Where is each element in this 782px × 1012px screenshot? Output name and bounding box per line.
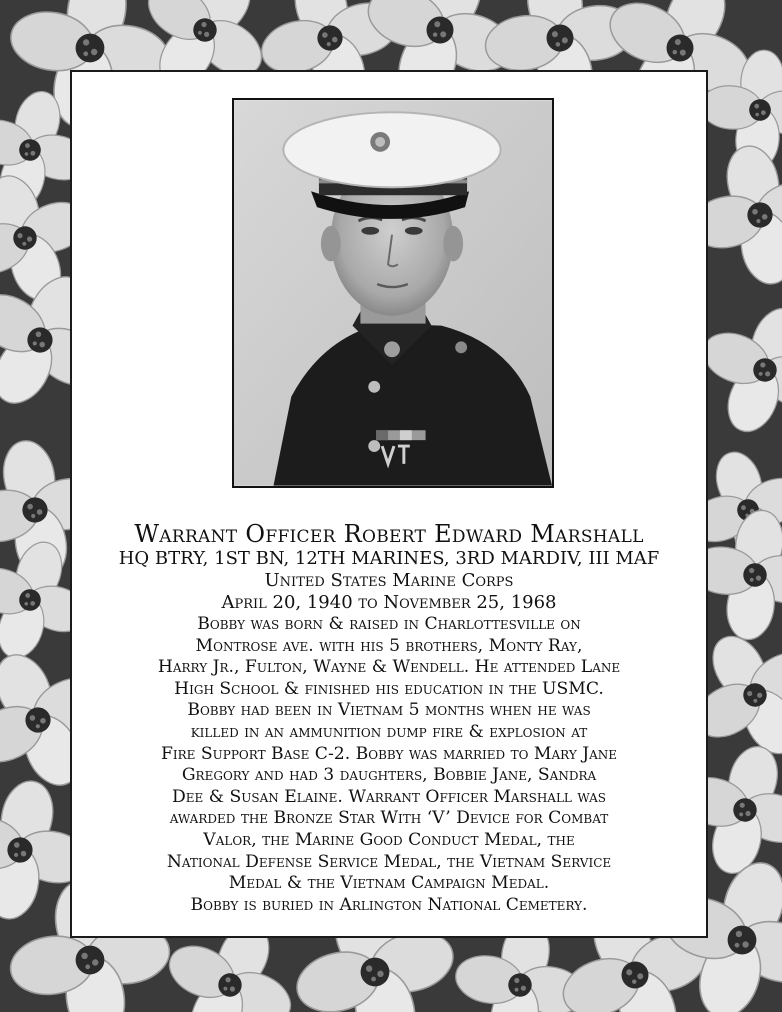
bio-line: awarded the Bronze Star With ‘V’ Device for Combat xyxy=(169,808,609,829)
bio-line: Montrose ave. with his 5 brothers, Monty Ray, xyxy=(195,635,583,656)
marine-portrait-icon xyxy=(234,100,552,486)
bio-line: High School & finished his education in the USMC. xyxy=(174,678,604,699)
bio-line: Dee & Susan Elaine. Warrant Officer Marshall was xyxy=(171,786,606,807)
bio-line: Fire Support Base C-2. Bobby was married to Mary Jane xyxy=(160,743,618,764)
bio-line: Bobby had been in Vietnam 5 months when he was xyxy=(187,700,591,721)
memorial-bio xyxy=(78,614,700,916)
memorial-text xyxy=(78,520,700,916)
portrait-photo xyxy=(232,98,554,488)
memorial-name: Warrant Officer Robert Edward Marshall xyxy=(134,520,644,548)
bio-line: Harry Jr., Fulton, Wayne & Wendell. He attended Lane xyxy=(157,657,621,678)
memorial-panel xyxy=(70,70,708,938)
bio-line: National Defense Service Medal, the Vietnam Service xyxy=(166,851,612,872)
bio-line: Bobby was born & raised in Charlottesville on xyxy=(197,614,581,634)
memorial-branch: United States Marine Corps xyxy=(264,570,514,591)
memorial-dates: April 20, 1940 to November 25, 1968 xyxy=(221,592,557,613)
bio-line: Medal & the Vietnam Campaign Medal. xyxy=(228,873,550,894)
bio-line: killed in an ammunition dump fire & explosion at xyxy=(190,721,588,742)
bio-line: Gregory and had 3 daughters, Bobbie Jane, Sandra xyxy=(181,765,597,786)
memorial-unit: HQ BTRY, 1ST BN, 12TH MARINES, 3RD MARDIV, III MAF xyxy=(118,548,660,569)
bio-line: Valor, the Marine Good Conduct Medal, the xyxy=(203,829,575,850)
bio-line: Bobby is buried in Arlington National Cemetery. xyxy=(190,894,588,915)
